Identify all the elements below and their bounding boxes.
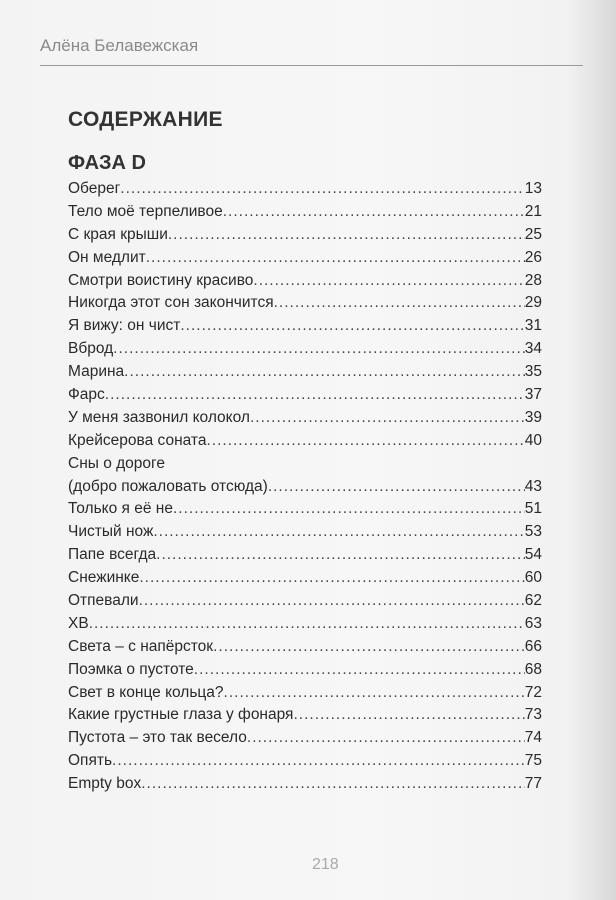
toc-entry-title: Крейсерова соната: [68, 431, 207, 449]
toc-entry-title: Папе всегда: [68, 546, 157, 564]
toc-entry: [68, 407, 542, 430]
dot-leader: [120, 178, 524, 201]
toc-entry-page: 66: [524, 637, 542, 655]
toc-entry: [68, 361, 542, 384]
toc-entry: [68, 476, 542, 499]
toc-entry-title: Сны о дороге: [68, 454, 165, 472]
toc-entry: [68, 292, 542, 315]
toc-entry: [68, 430, 542, 453]
toc-entry-title: (добро пожаловать отсюда): [68, 477, 268, 495]
toc-entry-page: 62: [524, 592, 542, 610]
dot-leader: [268, 476, 525, 499]
toc-entry: [68, 544, 542, 567]
toc-entry: [68, 224, 542, 247]
toc-entry: [68, 178, 542, 201]
toc-entry-page: 13: [524, 180, 542, 197]
toc-entry: [68, 247, 542, 270]
toc-entry: [68, 590, 542, 613]
toc-entry: [68, 567, 542, 590]
dot-leader: [141, 773, 525, 796]
dot-leader: [250, 407, 525, 430]
toc-entry-page: 31: [524, 317, 542, 335]
toc-entry-page: 21: [524, 202, 542, 220]
toc-entry-title: У меня зазвонил колокол: [68, 408, 250, 426]
running-head-author: Алёна Белавежская: [40, 36, 199, 55]
toc-entry: [68, 521, 542, 544]
toc-entry: [68, 338, 542, 361]
toc-entry-title: Empty box: [68, 775, 142, 793]
toc-entry-title: Я вижу: он чист: [68, 317, 181, 335]
toc-entry-page: 72: [524, 683, 542, 701]
toc-entry-title: Фарс: [68, 386, 105, 404]
dot-leader: [173, 498, 525, 521]
toc-entry-page: 29: [524, 294, 542, 312]
toc-entry: [68, 613, 542, 636]
toc-entry-page: 25: [524, 225, 542, 243]
toc-entry: [68, 315, 542, 338]
toc-entry-title: Никогда этот сон закончится: [68, 294, 274, 312]
toc-entry-title: Света – с напёрсток: [68, 637, 214, 655]
toc-entry: [68, 636, 542, 659]
dot-leader: [180, 315, 524, 338]
dot-leader: [274, 292, 525, 315]
toc-entry-title: Чистый нож: [68, 523, 154, 541]
toc-entry-page: 54: [524, 546, 542, 564]
dot-leader: [293, 704, 524, 727]
dot-leader: [224, 682, 525, 705]
toc-entry-page: 43: [524, 477, 542, 495]
header-rule: [40, 65, 583, 66]
toc-entry-page: 37: [524, 386, 542, 404]
toc-entry-page: 39: [524, 408, 542, 426]
toc-entry-page: 28: [524, 271, 542, 289]
toc-entry-title: Смотри воистину красиво: [68, 271, 254, 289]
dot-leader: [139, 567, 524, 590]
toc-entry: [68, 201, 542, 224]
toc-entry-title: Свет в конце кольца?: [68, 683, 224, 701]
dot-leader: [213, 636, 525, 659]
toc-entry-title: Вброд: [68, 340, 114, 358]
toc-entry: [68, 750, 542, 773]
toc-entry-title: Отпевали: [68, 592, 139, 610]
toc-entry-title: Оберег: [68, 180, 121, 197]
toc-entry-page: 53: [524, 523, 542, 541]
dot-leader: [194, 659, 525, 682]
toc-entry: [68, 773, 542, 796]
toc-entry: [68, 727, 542, 750]
dot-leader: [113, 338, 525, 361]
dot-leader: [206, 430, 524, 453]
toc-entry: [68, 659, 542, 682]
toc-entry-page: 51: [524, 500, 542, 518]
toc-entry-page: 74: [524, 729, 542, 747]
toc-entry-title: С края крыши: [68, 225, 168, 243]
toc-entry: [68, 498, 542, 521]
toc-entry-page: 68: [524, 660, 542, 678]
table-of-contents: [68, 178, 542, 796]
toc-entry-title: Пустота – это так весело: [68, 729, 247, 747]
toc-entry: [68, 682, 542, 705]
toc-entry-title: ХВ: [68, 614, 89, 632]
toc-entry-page: 75: [524, 752, 542, 770]
toc-entry-page: 40: [524, 431, 542, 449]
dot-leader: [112, 750, 525, 773]
toc-entry-title: Опять: [68, 752, 113, 770]
toc-entry-page: 34: [524, 340, 542, 358]
dot-leader: [89, 613, 525, 636]
dot-leader: [124, 361, 525, 384]
toc-entry-page: 73: [524, 706, 542, 724]
toc-entry-title: Марина: [68, 363, 125, 381]
toc-entry: [68, 704, 542, 727]
dot-leader: [223, 201, 525, 224]
dot-leader: [105, 384, 525, 407]
dot-leader: [146, 247, 525, 270]
toc-entry-title: Снежинке: [68, 569, 140, 587]
toc-entry-page: 26: [524, 248, 542, 266]
page-title: СОДЕРЖАНИЕ: [68, 108, 223, 131]
toc-entry: [68, 384, 542, 407]
toc-entry-title: Только я её не: [68, 500, 173, 518]
dot-leader: [139, 590, 525, 613]
dot-leader: [168, 224, 525, 247]
toc-entry-page: 77: [524, 775, 542, 793]
dot-leader: [153, 521, 524, 544]
toc-entry-page: 63: [524, 614, 542, 632]
toc-entry-title: Поэмка о пустоте: [68, 660, 194, 678]
toc-entry-page: 35: [524, 363, 542, 381]
toc-entry: [68, 453, 542, 476]
dot-leader: [247, 727, 525, 750]
toc-entry: [68, 270, 542, 293]
section-heading: ФАЗА D: [68, 152, 146, 174]
toc-entry-title: Тело моё терпеливое: [68, 202, 223, 220]
toc-entry-title: Какие грустные глаза у фонаря: [68, 706, 294, 724]
dot-leader: [156, 544, 525, 567]
dot-leader: [253, 270, 524, 293]
page-number: 218: [312, 856, 339, 873]
toc-entry-page: 60: [524, 569, 542, 587]
toc-entry-title: Он медлит: [68, 248, 146, 266]
